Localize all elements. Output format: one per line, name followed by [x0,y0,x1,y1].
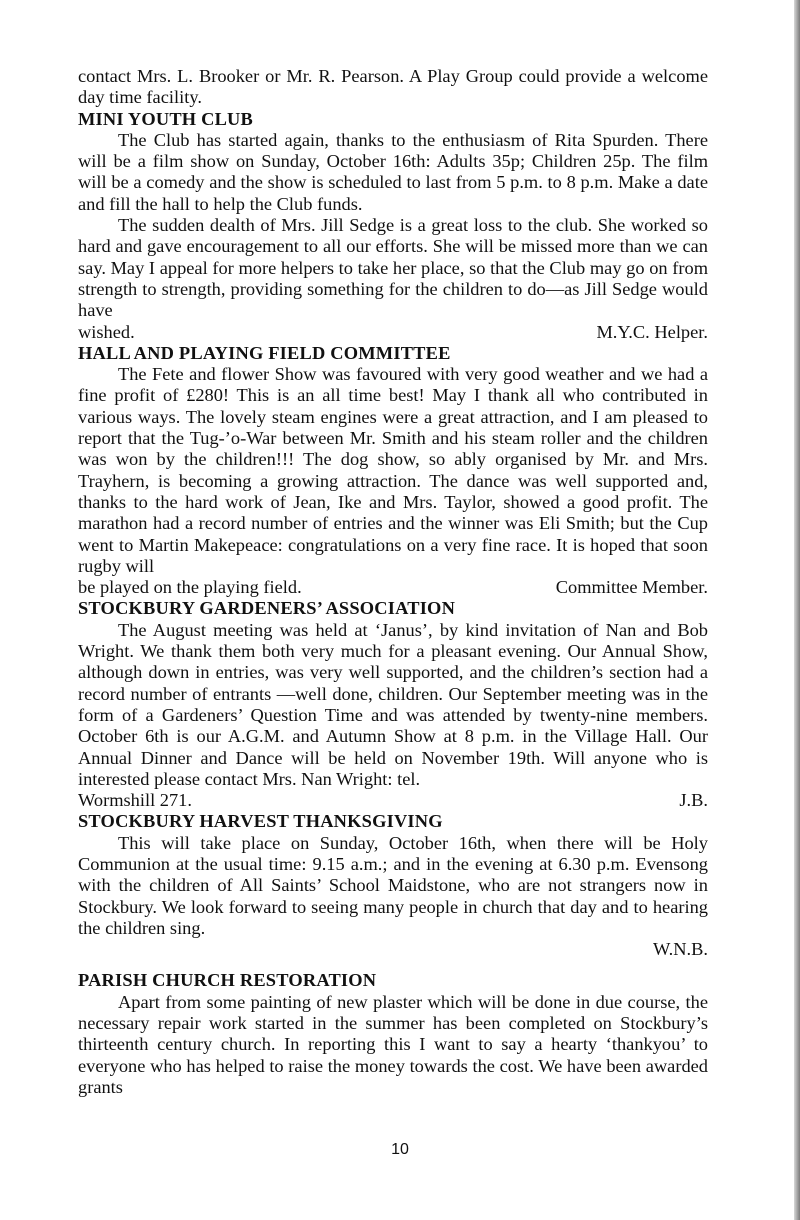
paragraph-end: wished. [78,321,135,342]
paragraph: The Fete and flower Show was favoured with very good weather and we had a fine profit of £280! This is an all time best! May I thank all who contributed in various ways. The lovely steam engines were a great attraction, and I am pleased to report that the Tug-’o-War between Mr. Smith and his steam roller and the children was won by the children!!! The dog show, so ably organised by Mr. and Mrs. Trayhern, is becoming a growing attraction. The dance was well supported and, thanks to the hard work of Jean, Ike and Mrs. Taylor, showed a good profit. The marathon had a record number of entries and the winner was Eli Smith; but the Cup went to Martin Makepeace: congratulations on a very fine race. It is hoped that soon rugby will [78,364,708,576]
section-heading: PARISH CHURCH RESTORATION [78,970,377,991]
paragraph: The August meeting was held at ‘Janus’, by kind invitation of Nan and Bob Wright. We thank them both very much for a pleasant evening. Our Annual Show, although down in entries, was very well supported, and the children’s section had a record number of entrants —well done, children. Our September meeting was in the form of a Gardeners’ Question Time and was attended by twenty-nine members. October 6th is our A.G.M. and Autumn Show at 8 p.m. in the Village Hall. Our Annual Dinner and Dance will be held on November 19th. Will anyone who is interested please contact Mrs. Nan Wright: tel. [78,619,708,789]
section-mini-youth-club [78,109,708,343]
signature: J.B. [679,790,708,811]
signature: W.N.B. [652,939,708,960]
paragraph-last-line [78,790,708,811]
paragraph: The Club has started again, thanks to the enthusiasm of Rita Spurden. There will be a film show on Sunday, October 16th: Adults 35p; Children 25p. The film will be a comedy and the show is scheduled to last from 5 p.m. to 8 p.m. Make a date and fill the hall to help the Club funds. [78,129,708,214]
intro-paragraph: contact Mrs. L. Brooker or Mr. R. Pearson. A Play Group could provide a welcome day time facility. [78,66,708,108]
signature: M.Y.C. Helper. [596,321,708,342]
section-heading: STOCKBURY GARDENERS’ ASSOCIATION [78,598,456,619]
paragraph: Apart from some painting of new plaster which will be done in due course, the necessary repair work started in the summer has been completed on Stockbury’s thirteenth century church. In reporting this I want to say a hearty ‘thankyou’ to everyone who has helped to raise the money towards the cost. We have been awarded grants [78,991,708,1097]
page-number: 10 [391,1141,409,1158]
newsletter-page [78,66,708,1098]
section-harvest-thanksgiving [78,811,708,960]
section-church-restoration [78,970,708,1098]
section-heading: STOCKBURY HARVEST THANKSGIVING [78,811,443,832]
section-gardeners-association [78,598,708,811]
signature: Committee Member. [555,577,708,598]
paragraph: This will take place on Sunday, October 16th, when there will be Holy Communion at the usual time: 9.15 a.m.; and in the evening at 6.30 p.m. Evensong with the children of All Saints’ School Maidstone, who are not strangers now in Stockbury. We look forward to seeing many people in church that day and to hearing the children sing. [78,832,708,938]
section-heading: HALL AND PLAYING FIELD COMMITTEE [78,342,451,363]
paragraph-end: be played on the playing field. [78,577,302,598]
page-edge-shadow [794,0,800,1220]
paragraph-last-line [78,322,708,343]
section-hall-committee [78,343,708,599]
paragraph: The sudden dealth of Mrs. Jill Sedge is a great loss to the club. She worked so hard and gave encouragement to all our efforts. She will be missed more than we can say. May I appeal for more helpers to take her place, so that the Club may go on from strength to strength, providing something for the children to do—as Jill Sedge would have [78,215,708,321]
section-heading: MINI YOUTH CLUB [78,108,253,129]
paragraph-last-line [78,577,708,598]
paragraph-end: Wormshill 271. [78,790,192,811]
